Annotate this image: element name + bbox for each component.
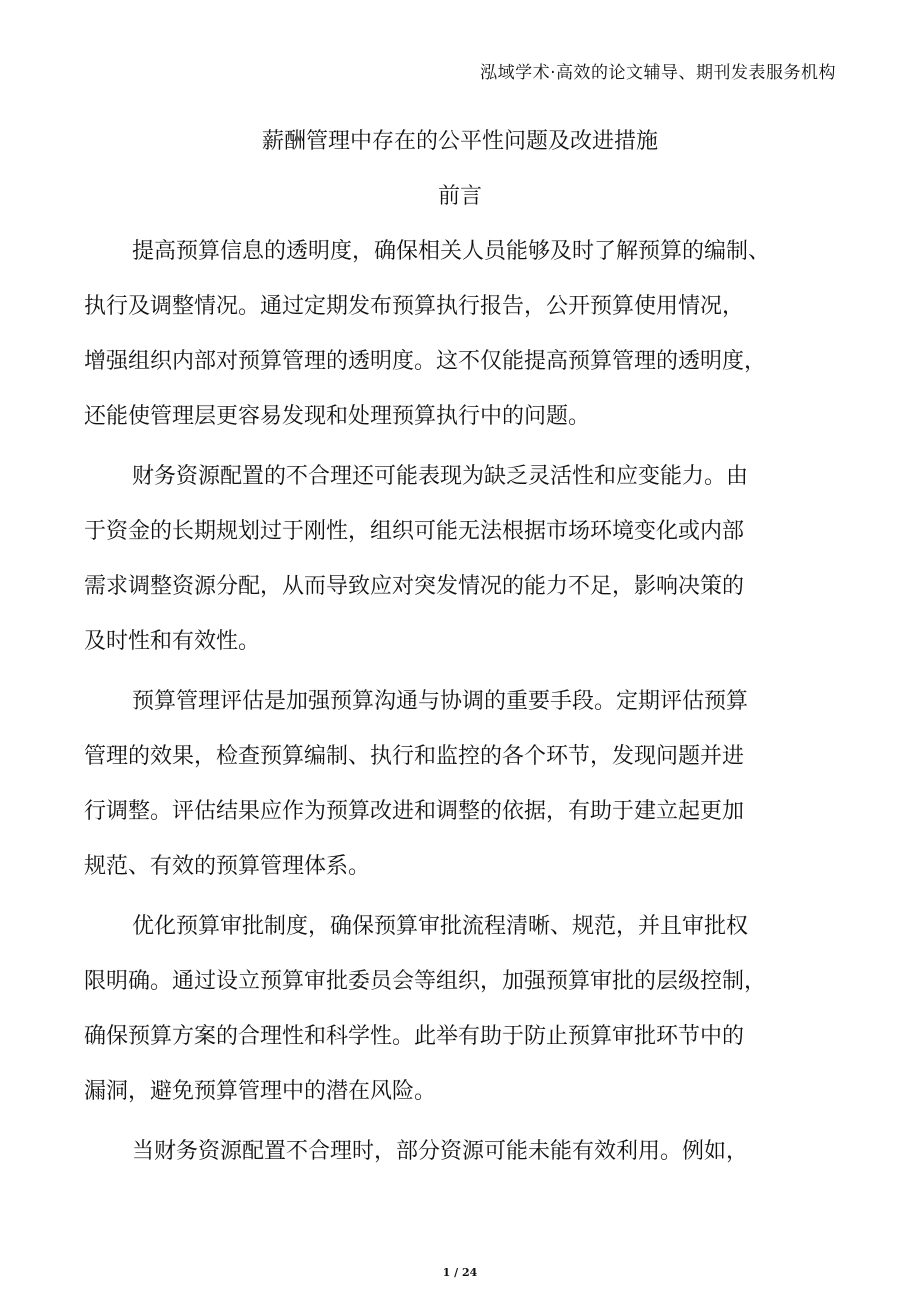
paragraph-line: 漏洞，避免预算管理中的潜在风险。 (84, 1079, 437, 1104)
paragraph-line: 及时性和有效性。 (84, 629, 261, 654)
paragraph (84, 224, 854, 444)
paragraph-line: 执行及调整情况。通过定期发布预算执行报告，公开预算使用情况， (84, 294, 745, 319)
paragraph-line: 财务资源配置的不合理还可能表现为缺乏灵活性和应变能力。由 (132, 464, 749, 489)
paragraph-line: 增强组织内部对预算管理的透明度。这不仅能提高预算管理的透明度， (84, 349, 767, 374)
paragraph-line: 还能使管理层更容易发现和处理预算执行中的问题。 (84, 404, 591, 429)
document-subtitle: 前言 (437, 184, 482, 209)
paragraph (84, 674, 854, 894)
document-title: 薪酬管理中存在的公平性问题及改进措施 (261, 129, 658, 154)
paragraph (84, 1124, 854, 1179)
paragraph-line: 提高预算信息的透明度，确保相关人员能够及时了解预算的编制、 (132, 239, 771, 264)
paragraph-line: 管理的效果，检查预算编制、执行和监控的各个环节，发现问题并进 (84, 744, 745, 769)
paragraph-line: 规范、有效的预算管理体系。 (84, 854, 371, 879)
paragraph-line: 优化预算审批制度，确保预算审批流程清晰、规范，并且审批权 (132, 914, 749, 939)
paragraph-line: 需求调整资源分配，从而导致应对突发情况的能力不足，影响决策的 (84, 574, 745, 599)
header-brand: 泓域学术·高效的论文辅导、期刊发表服务机构 (480, 63, 836, 83)
paragraph-line: 预算管理评估是加强预算沟通与协调的重要手段。定期评估预算 (132, 689, 749, 714)
paragraph-line: 限明确。通过设立预算审批委员会等组织，加强预算审批的层级控制， (84, 969, 767, 994)
paragraph-line: 确保预算方案的合理性和科学性。此举有助于防止预算审批环节中的 (84, 1024, 745, 1049)
paragraph (84, 449, 854, 669)
paragraph (84, 899, 854, 1119)
page-number: 1 / 24 (442, 1266, 478, 1279)
paragraph-line: 行调整。评估结果应作为预算改进和调整的依据，有助于建立起更加 (84, 799, 745, 824)
paragraph-line: 于资金的长期规划过于刚性，组织可能无法根据市场环境变化或内部 (84, 519, 745, 544)
paragraph-line: 当财务资源配置不合理时，部分资源可能未能有效利用。例如， (132, 1139, 749, 1164)
